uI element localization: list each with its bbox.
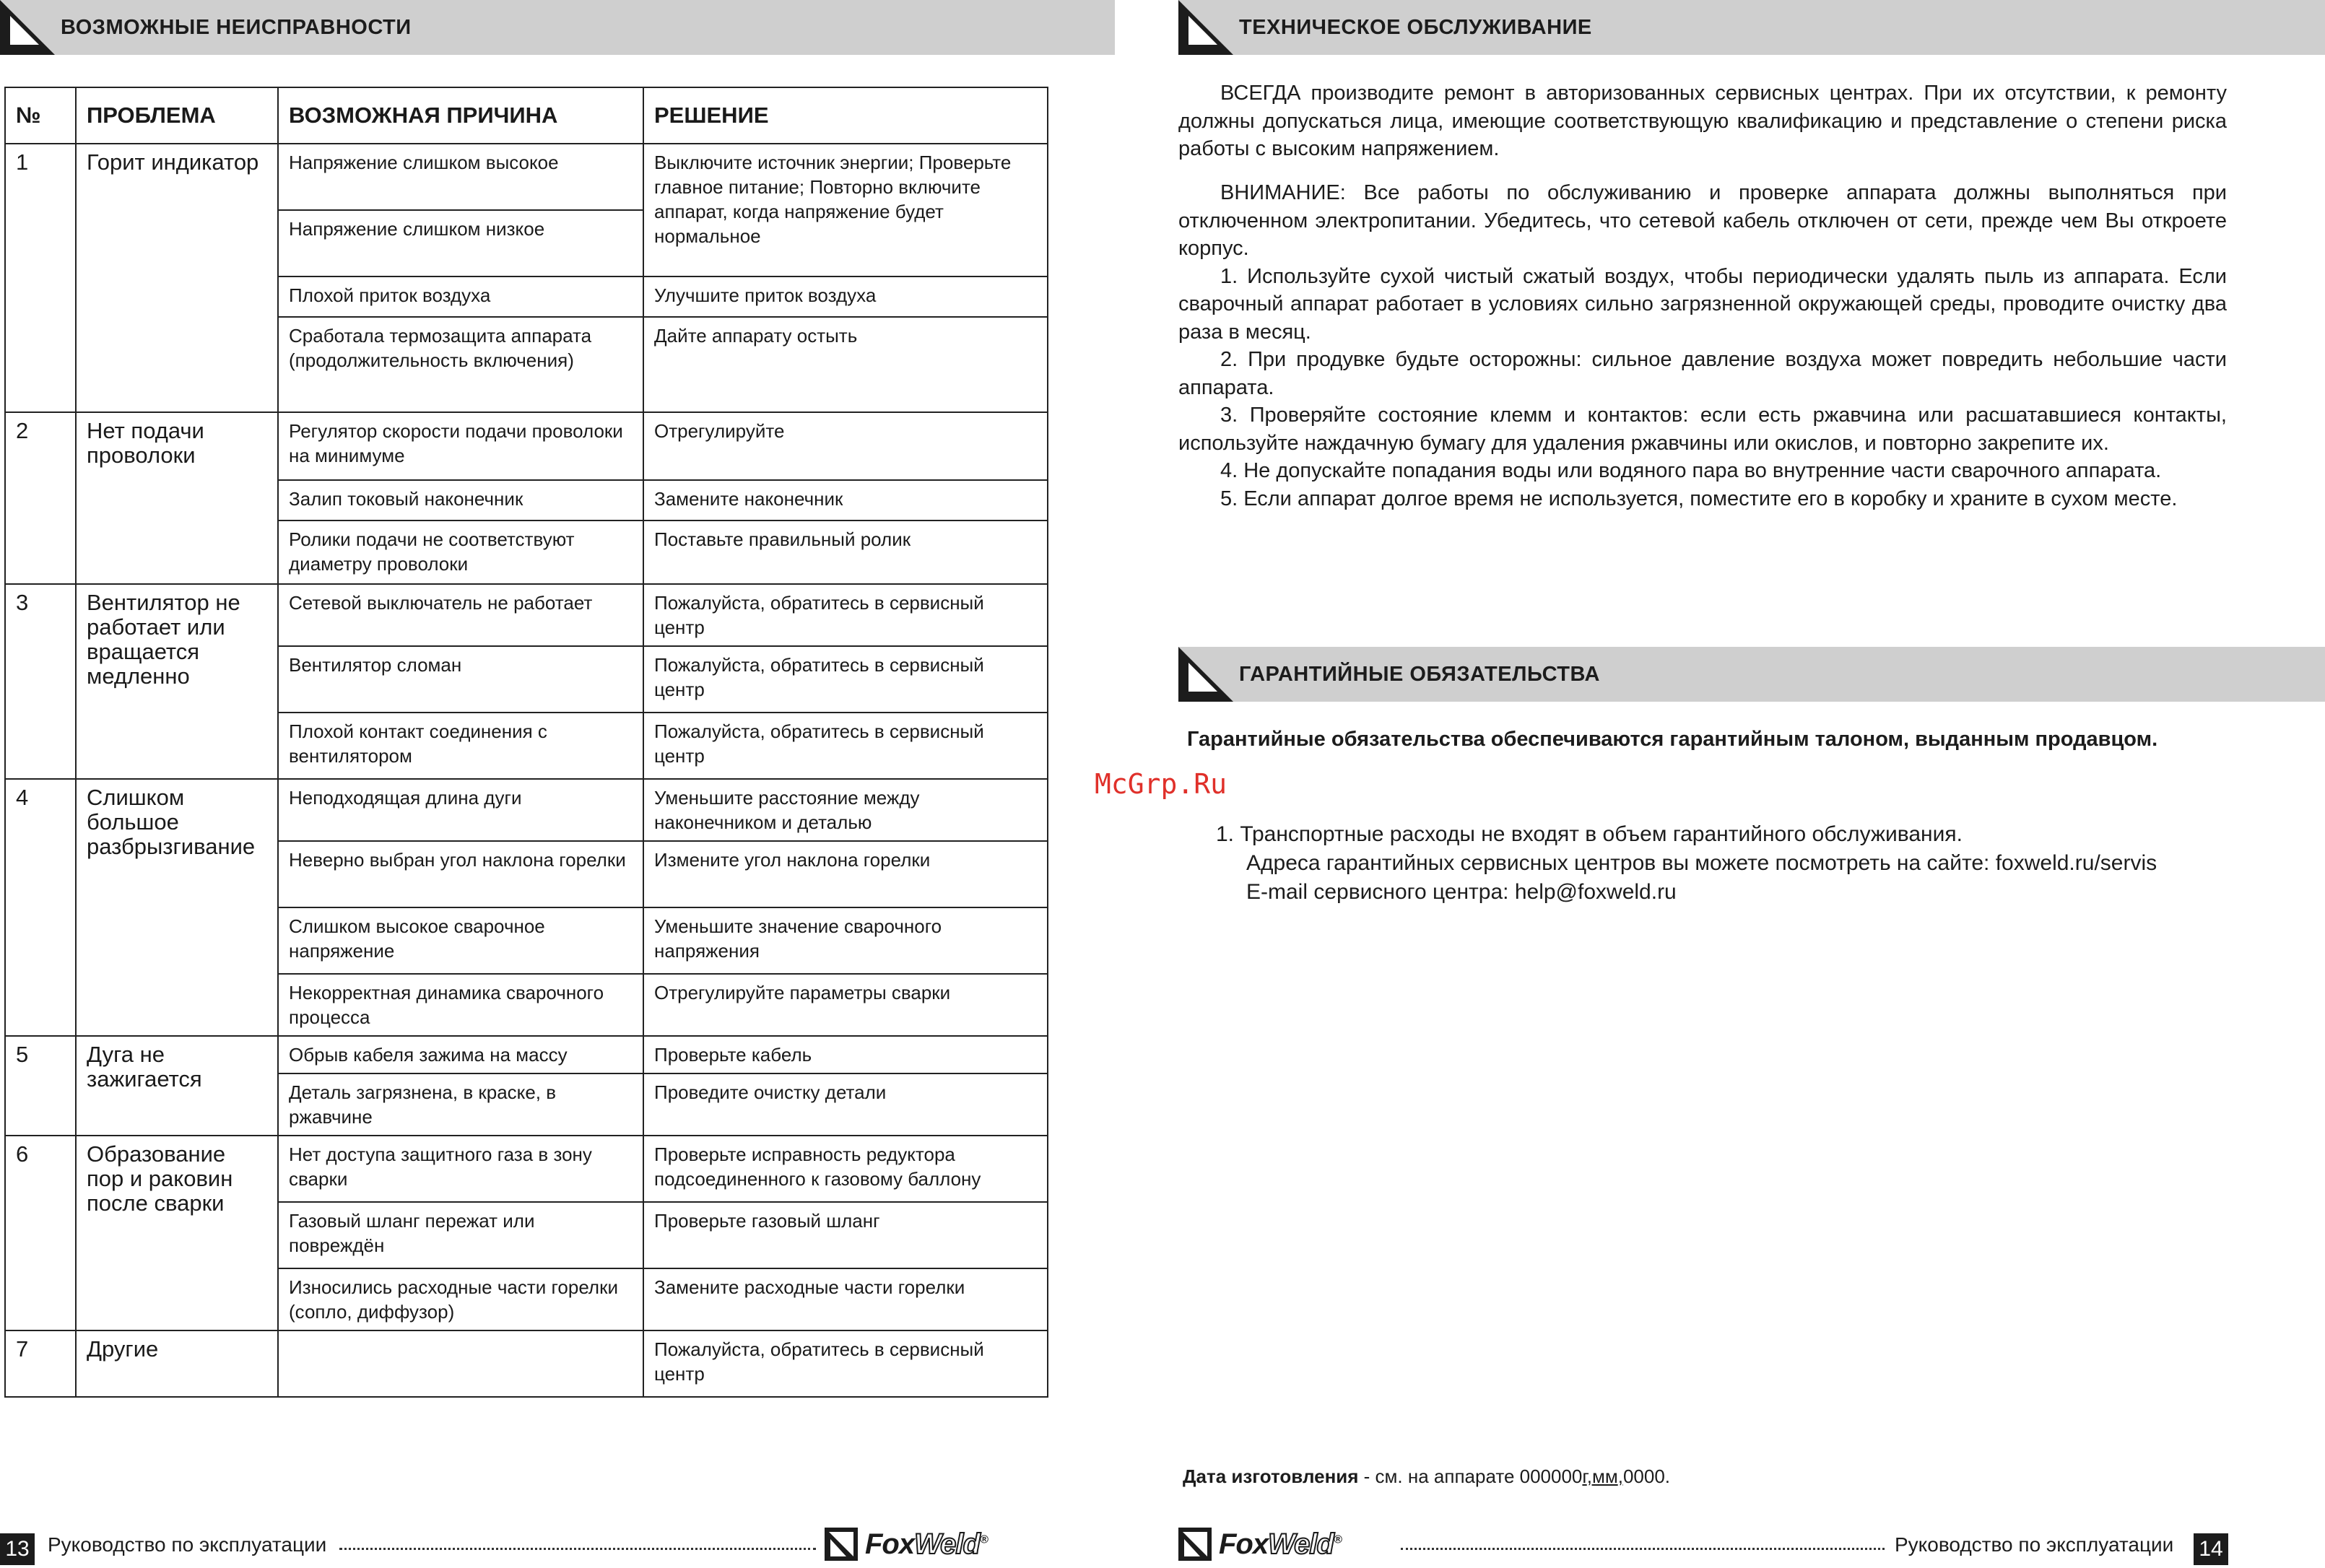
logo-part1: Fox [1219, 1528, 1269, 1560]
footer-dots-right [1401, 1545, 1885, 1550]
cell-num: 2 [5, 412, 76, 584]
warranty-address: Адреса гарантийных сервисных центров вы можете посмотреть на сайте: foxweld.ru/servis [1246, 851, 2157, 875]
col-header-solution: РЕШЕНИЕ [643, 87, 1048, 144]
cell-num: 5 [5, 1036, 76, 1136]
cell-solution: Пожалуйста, обратитесь в сервисный центр [643, 584, 1048, 646]
cell-solution: Отрегулируйте параметры сварки [643, 974, 1048, 1036]
section-title-warranty: ГАРАНТИЙНЫЕ ОБЯЗАТЕЛЬСТВА [1239, 663, 1600, 686]
cell-cause: Напряжение слишком высокое [278, 144, 643, 210]
table-row [5, 1330, 1048, 1397]
warranty-email: E-mail сервисного центра: help@foxweld.ru [1246, 880, 1677, 904]
warranty-statement: Гарантийные обязательства обеспечиваются гарантийным талоном, выданным продавцом. [1187, 728, 2158, 751]
footer-text-right: Руководство по эксплуатации [1895, 1533, 2174, 1556]
manufacture-date [1183, 1465, 1670, 1488]
cell-solution: Пожалуйста, обратитесь в сервисный центр [643, 1330, 1048, 1397]
logo-part2: Weld [914, 1528, 980, 1560]
cell-problem: Вентилятор не работает или вращается медленно [76, 584, 278, 779]
cell-num: 3 [5, 584, 76, 779]
section-title-maintenance: ТЕХНИЧЕСКОЕ ОБСЛУЖИВАНИЕ [1239, 16, 1592, 39]
cell-cause: Газовый шланг пережат или повреждён [278, 1202, 643, 1268]
table-row [5, 584, 1048, 646]
maintenance-item: 3. Проверяйте состояние клемм и контактов: если есть ржавчина или расшатавшиеся контакты, используйте наждачную бумагу для удаления ржавчины или окислов, и повторно закрепите их. [1178, 404, 2227, 455]
cell-solution: Улучшите приток воздуха [643, 276, 1048, 317]
cell-solution: Проверьте газовый шланг [643, 1202, 1048, 1268]
cell-cause: Сработала термозащита аппарата (продолжительность включения) [278, 317, 643, 412]
cell-problem: Слишком большое разбрызгивание [76, 779, 278, 1036]
cell-cause: Неверно выбран угол наклона горелки [278, 841, 643, 907]
cell-cause [278, 1330, 643, 1397]
logo-reg: ® [1333, 1533, 1342, 1546]
warranty-list [1216, 820, 2157, 907]
warranty-item: 1. Транспортные расходы не входят в объем гарантийного обслуживания. [1216, 822, 1963, 846]
col-header-problem: ПРОБЛЕМА [76, 87, 278, 144]
page-number-right: 14 [2194, 1533, 2228, 1565]
footer-text-left: Руководство по эксплуатации [48, 1533, 327, 1556]
cell-solution: Дайте аппарату остыть [643, 317, 1048, 412]
header-corner-icon [1178, 0, 1233, 55]
cell-cause: Деталь загрязнена, в краске, в ржавчине [278, 1073, 643, 1136]
cell-solution: Отрегулируйте [643, 412, 1048, 480]
cell-cause: Неподходящая длина дуги [278, 779, 643, 841]
page-number-left: 13 [0, 1533, 35, 1565]
cell-cause: Износились расходные части горелки (сопло, диффузор) [278, 1268, 643, 1330]
cell-num: 6 [5, 1136, 76, 1330]
maintenance-item: 4. Не допускайте попадания воды или водяного пара во внутренние части сварочного аппарата. [1220, 459, 2162, 482]
maintenance-paragraph: ВНИМАНИЕ: Все работы по обслуживанию и проверке аппарата должны выполняться при отключенном электропитании. Убедитесь, что сетевой кабель отключен от сети, прежде чем Вы откроете корпус. [1178, 181, 2227, 260]
logo-wordmark [1219, 1528, 1342, 1561]
manufacture-date-label: Дата изготовления [1183, 1465, 1359, 1487]
cell-problem: Нет подачи проволоки [76, 412, 278, 584]
right-section-header-warranty [1178, 647, 2325, 702]
cell-cause: Вентилятор сломан [278, 646, 643, 713]
cell-problem: Образование пор и раковин после сварки [76, 1136, 278, 1330]
logo-part1: Fox [865, 1528, 915, 1560]
cell-num: 7 [5, 1330, 76, 1397]
foxweld-logo-icon [825, 1528, 858, 1561]
cell-num: 4 [5, 779, 76, 1036]
date-code-1: г [1582, 1465, 1587, 1487]
table-row [5, 1036, 1048, 1073]
maintenance-body [1178, 179, 2227, 513]
table-row [5, 779, 1048, 841]
cell-cause: Сетевой выключатель не работает [278, 584, 643, 646]
foxweld-logo-icon [1178, 1528, 1212, 1561]
table-row [5, 1136, 1048, 1202]
maintenance-item: 2. При продувке будьте осторожны: сильное давление воздуха может повредить небольшие части аппарата. [1178, 348, 2227, 399]
cell-cause: Некорректная динамика сварочного процесса [278, 974, 643, 1036]
date-code-end: 0000. [1622, 1465, 1671, 1487]
cell-solution: Уменьшите расстояние между наконечником и деталью [643, 779, 1048, 841]
cell-cause: Плохой приток воздуха [278, 276, 643, 317]
cell-cause: Ролики подачи не соответствуют диаметру проволоки [278, 521, 643, 584]
date-code-sep: , [1586, 1465, 1592, 1487]
logo-wordmark [865, 1528, 988, 1561]
cell-solution: Замените наконечник [643, 480, 1048, 521]
cell-solution: Измените угол наклона горелки [643, 841, 1048, 907]
cell-problem: Горит индикатор [76, 144, 278, 412]
cell-cause: Залип токовый наконечник [278, 480, 643, 521]
date-code-sep2: , [1617, 1465, 1623, 1487]
watermark: McGrp.Ru [1095, 768, 1227, 800]
cell-solution: Проверьте исправность редуктора подсоединенного к газовому баллону [643, 1136, 1048, 1202]
cell-cause: Плохой контакт соединения с вентилятором [278, 713, 643, 779]
cell-problem: Другие [76, 1330, 278, 1397]
col-header-num: № [5, 87, 76, 144]
logo-reg: ® [979, 1533, 988, 1546]
cell-solution: Поставьте правильный ролик [643, 521, 1048, 584]
cell-solution: Проверьте кабель [643, 1036, 1048, 1073]
maintenance-intro [1178, 79, 2227, 163]
faults-table [4, 87, 1048, 1398]
maintenance-item: 5. Если аппарат долгое время не используется, поместите его в коробку и храните в сухом месте. [1220, 487, 2178, 510]
right-section-header-maintenance [1178, 0, 2325, 55]
manufacture-date-text: - см. на аппарате 000000 [1358, 1465, 1583, 1487]
cell-cause: Обрыв кабеля зажима на массу [278, 1036, 643, 1073]
date-code-2: мм [1591, 1465, 1618, 1487]
maintenance-paragraph: ВСЕГДА производите ремонт в авторизованных сервисных центрах. При их отсутствии, к ремонту должны допускаться лица, имеющие соответствующую квалификацию и представление о степени риска работы с высоким напряжением. [1178, 82, 2227, 160]
table-header-row [5, 87, 1048, 144]
brand-logo-left [825, 1526, 988, 1562]
footer-dots-left [339, 1545, 816, 1550]
cell-cause: Регулятор скорости подачи проволоки на минимуме [278, 412, 643, 480]
table-row [5, 144, 1048, 210]
header-corner-icon [1178, 647, 1233, 702]
cell-solution: Пожалуйста, обратитесь в сервисный центр [643, 646, 1048, 713]
cell-solution: Уменьшите значение сварочного напряжения [643, 907, 1048, 974]
cell-solution: Пожалуйста, обратитесь в сервисный центр [643, 713, 1048, 779]
table-row [5, 412, 1048, 480]
maintenance-item: 1. Используйте сухой чистый сжатый воздух, чтобы периодически удалять пыль из аппарата. Если сварочный аппарат работает в условиях сильно загрязненной окружающей среды, проводите очистку два раза в месяц. [1178, 264, 2227, 344]
logo-part2: Weld [1268, 1528, 1334, 1560]
header-corner-icon [0, 0, 55, 55]
cell-cause: Нет доступа защитного газа в зону сварки [278, 1136, 643, 1202]
left-section-header [0, 0, 1115, 55]
cell-solution: Выключите источник энергии; Проверьте главное питание; Повторно включите аппарат, когда напряжение будет нормальное [643, 144, 1048, 276]
cell-solution: Проведите очистку детали [643, 1073, 1048, 1136]
brand-logo-right [1178, 1526, 1342, 1562]
col-header-cause: ВОЗМОЖНАЯ ПРИЧИНА [278, 87, 643, 144]
section-title-faults: ВОЗМОЖНЫЕ НЕИСПРАВНОСТИ [61, 16, 412, 39]
cell-problem: Дуга не зажигается [76, 1036, 278, 1136]
cell-num: 1 [5, 144, 76, 412]
cell-cause: Напряжение слишком низкое [278, 210, 643, 276]
cell-cause: Слишком высокое сварочное напряжение [278, 907, 643, 974]
cell-solution: Замените расходные части горелки [643, 1268, 1048, 1330]
